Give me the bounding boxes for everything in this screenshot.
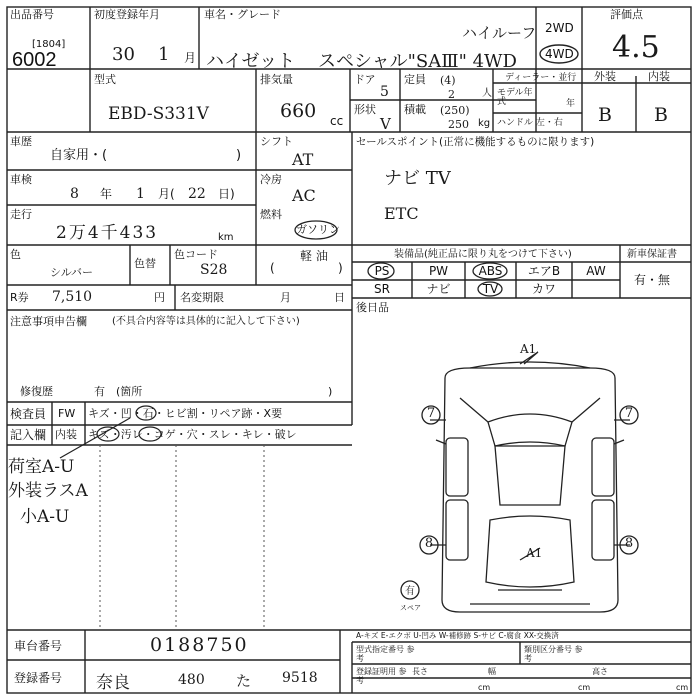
height-unit: cm bbox=[676, 683, 689, 692]
load-a: (250) bbox=[440, 104, 470, 117]
reg-number: 9518 bbox=[282, 670, 318, 686]
fw-items: キズ・凹・石・ヒビ割・リペア跡・X要 bbox=[88, 407, 283, 420]
fuel-paren-close: ) bbox=[338, 261, 343, 275]
fuel-diesel: 軽 油 bbox=[300, 249, 328, 263]
equip-ps: PS bbox=[374, 264, 390, 278]
shift-value: AT bbox=[292, 150, 314, 169]
diagram-mark-rr: 8 bbox=[624, 536, 634, 551]
width-label: 幅 bbox=[488, 667, 496, 676]
int-items: キズ・汚レ・コゲ・穴・スレ・キレ・破レ bbox=[88, 428, 297, 441]
first-reg-year: 30 bbox=[112, 44, 135, 65]
model-label: 型式 bbox=[94, 73, 116, 86]
roof-type: ハイルーフ bbox=[462, 24, 537, 42]
diagram-mark-rl: 8 bbox=[424, 536, 434, 551]
repair-close: ) bbox=[328, 385, 333, 398]
first-reg-label: 初度登録年月 bbox=[94, 8, 160, 21]
recycle-unit: 円 bbox=[154, 291, 165, 304]
history-value: 自家用・( bbox=[50, 148, 108, 163]
spare-label: スペア bbox=[400, 604, 421, 612]
load-label: 積載 bbox=[404, 103, 426, 116]
insp-month: 1 bbox=[136, 186, 145, 202]
equip-abs: ABS bbox=[478, 264, 503, 278]
color-label: 色 bbox=[10, 248, 21, 261]
recycle-label: R券 bbox=[10, 291, 29, 304]
inspector-note-1: 荷室A-U bbox=[8, 457, 75, 477]
color-change-label: 色替 bbox=[134, 257, 156, 270]
fuel-gas: ガソリン bbox=[296, 223, 340, 236]
notes-hint: (不具合内容等は具体的に記入して下さい) bbox=[112, 316, 300, 327]
chassis-number: 0188750 bbox=[150, 634, 249, 656]
equip-navi: ナビ bbox=[426, 282, 451, 296]
car-name-label: 車名・グレード bbox=[204, 8, 281, 21]
inspector-label-2: 記入欄 bbox=[10, 428, 47, 442]
mileage-label: 走行 bbox=[10, 208, 32, 221]
inspector-label-1: 検査員 bbox=[10, 407, 47, 421]
transfer-label: 名変期限 bbox=[180, 291, 224, 304]
transfer-month-unit: 月 bbox=[280, 291, 291, 304]
class-ref-label: 類別区分番号 参考 bbox=[524, 645, 583, 663]
inspection-label: 車検 bbox=[10, 173, 32, 186]
fw-label: FW bbox=[58, 407, 76, 420]
equip-aw: AW bbox=[586, 264, 606, 278]
transfer-day-unit: 日 bbox=[334, 291, 345, 304]
inspector-note-2: 外装ラスA bbox=[8, 481, 88, 501]
length-label: 長さ bbox=[412, 667, 428, 676]
reg-ref-label: 登録証明用 参考 bbox=[356, 667, 407, 685]
insp-day: 22 bbox=[188, 186, 206, 202]
exterior-grade: B bbox=[598, 104, 612, 126]
repair-value: 有 bbox=[94, 385, 105, 398]
mileage-value: 2万4千433 bbox=[56, 223, 159, 243]
inspector-note-3: 小A-U bbox=[20, 507, 70, 527]
score-label: 評価点 bbox=[610, 8, 643, 21]
reg-class: 480 bbox=[178, 672, 205, 688]
recycle-value: 7,510 bbox=[52, 289, 93, 305]
equip-airbag: エアB bbox=[527, 264, 561, 278]
sales-line-1: ナビ TV bbox=[384, 168, 451, 189]
dealer-label: ディーラー・並行 bbox=[505, 73, 577, 83]
diagram-front-mark: A1 bbox=[520, 342, 537, 356]
lot-number: 6002 bbox=[12, 49, 57, 71]
equip-pw: PW bbox=[428, 264, 449, 278]
color-code-value: S28 bbox=[200, 262, 228, 278]
doors-value: 5 bbox=[380, 84, 389, 100]
shape-label: 形状 bbox=[354, 103, 376, 116]
sales-line-2: ETC bbox=[384, 204, 419, 223]
exterior-label: 外装 bbox=[594, 70, 616, 83]
diagram-mark-fl: 7 bbox=[426, 406, 436, 421]
insp-year: 8 bbox=[70, 186, 79, 202]
length-unit: cm bbox=[478, 683, 491, 692]
insp-month-unit: 月( bbox=[158, 187, 175, 201]
displacement-value: 660 bbox=[280, 100, 317, 122]
car-name: ハイゼット bbox=[206, 51, 296, 72]
width-unit: cm bbox=[578, 683, 591, 692]
doors-label: ドア bbox=[354, 73, 376, 86]
interior-label: 内装 bbox=[648, 70, 670, 83]
ac-value: AC bbox=[292, 186, 316, 205]
spare-mark: 有 bbox=[405, 586, 415, 597]
insp-year-unit: 年 bbox=[100, 187, 113, 201]
shape-value: V bbox=[380, 115, 391, 133]
equip-sr: SR bbox=[374, 282, 390, 296]
diagram-mark-fr: 7 bbox=[624, 406, 634, 421]
score-value: 4.5 bbox=[612, 30, 660, 65]
equip-leather: カワ bbox=[531, 282, 556, 296]
year-unit: 年 bbox=[566, 99, 576, 109]
fuel-label: 燃料 bbox=[260, 208, 282, 221]
mileage-unit: km bbox=[218, 232, 234, 243]
insp-day-unit: 日) bbox=[218, 187, 235, 201]
damage-legend: A-キズ E-エクボ U-凹み W-補修跡 S-サビ C-腐食 XX-交換済 bbox=[356, 631, 559, 640]
drive-4wd: 4WD bbox=[545, 47, 574, 61]
height-label: 高さ bbox=[592, 667, 608, 676]
load-b: 250 bbox=[448, 118, 469, 131]
lot-label: 出品番号 bbox=[10, 8, 54, 21]
reg-kana: た bbox=[236, 672, 252, 690]
equipment-label: 装備品(純正品に限り丸をつけて下さい) bbox=[394, 249, 572, 260]
fuel-paren-open: ( bbox=[270, 261, 275, 275]
repair-place: (箇所 bbox=[116, 385, 143, 398]
int-label: 内装 bbox=[55, 428, 77, 441]
repair-label: 修復歴 bbox=[20, 385, 53, 398]
reg-label: 登録番号 bbox=[14, 671, 63, 685]
displacement-unit: cc bbox=[330, 114, 344, 128]
capacity-a: (4) bbox=[440, 74, 456, 87]
capacity-unit: 人 bbox=[482, 88, 492, 99]
ac-label: 冷房 bbox=[260, 173, 282, 186]
history-label: 車歴 bbox=[10, 135, 32, 148]
shape-ref-label: 型式指定番号 参考 bbox=[356, 645, 415, 663]
color-value: シルバー bbox=[50, 266, 93, 279]
aftermarket-label: 後日品 bbox=[356, 301, 389, 314]
load-unit: kg bbox=[478, 118, 491, 129]
first-reg-month: 1 bbox=[158, 44, 170, 65]
drive-2wd: 2WD bbox=[545, 21, 574, 35]
warranty-label: 新車保証書 bbox=[627, 249, 677, 260]
notes-label: 注意事項申告欄 bbox=[10, 315, 87, 328]
displacement-label: 排気量 bbox=[260, 73, 293, 86]
first-reg-month-unit: 月 bbox=[184, 51, 197, 65]
shift-label: シフト bbox=[260, 135, 293, 148]
interior-grade: B bbox=[654, 104, 668, 126]
diagram-rear-mark: A1 bbox=[526, 546, 543, 560]
chassis-label: 車台番号 bbox=[14, 639, 63, 653]
handle-label: ハンドル 左・右 bbox=[497, 118, 563, 128]
capacity-label: 定員 bbox=[404, 73, 426, 86]
lot-code: [1804] bbox=[32, 39, 66, 50]
model-year-label: モデル年式 bbox=[497, 88, 533, 107]
color-code-label: 色コード bbox=[174, 248, 218, 261]
warranty-value: 有・無 bbox=[634, 273, 671, 287]
capacity-b: 2 bbox=[448, 88, 455, 101]
history-close: ) bbox=[236, 148, 242, 163]
model-value: EBD-S331V bbox=[108, 104, 209, 124]
reg-place: 奈良 bbox=[96, 673, 130, 693]
grade: スペシャル"SAⅢ" 4WD bbox=[318, 51, 517, 72]
sales-label: セールスポイント(正常に機能するものに限ります) bbox=[356, 136, 595, 148]
equip-tv: TV bbox=[482, 282, 499, 296]
